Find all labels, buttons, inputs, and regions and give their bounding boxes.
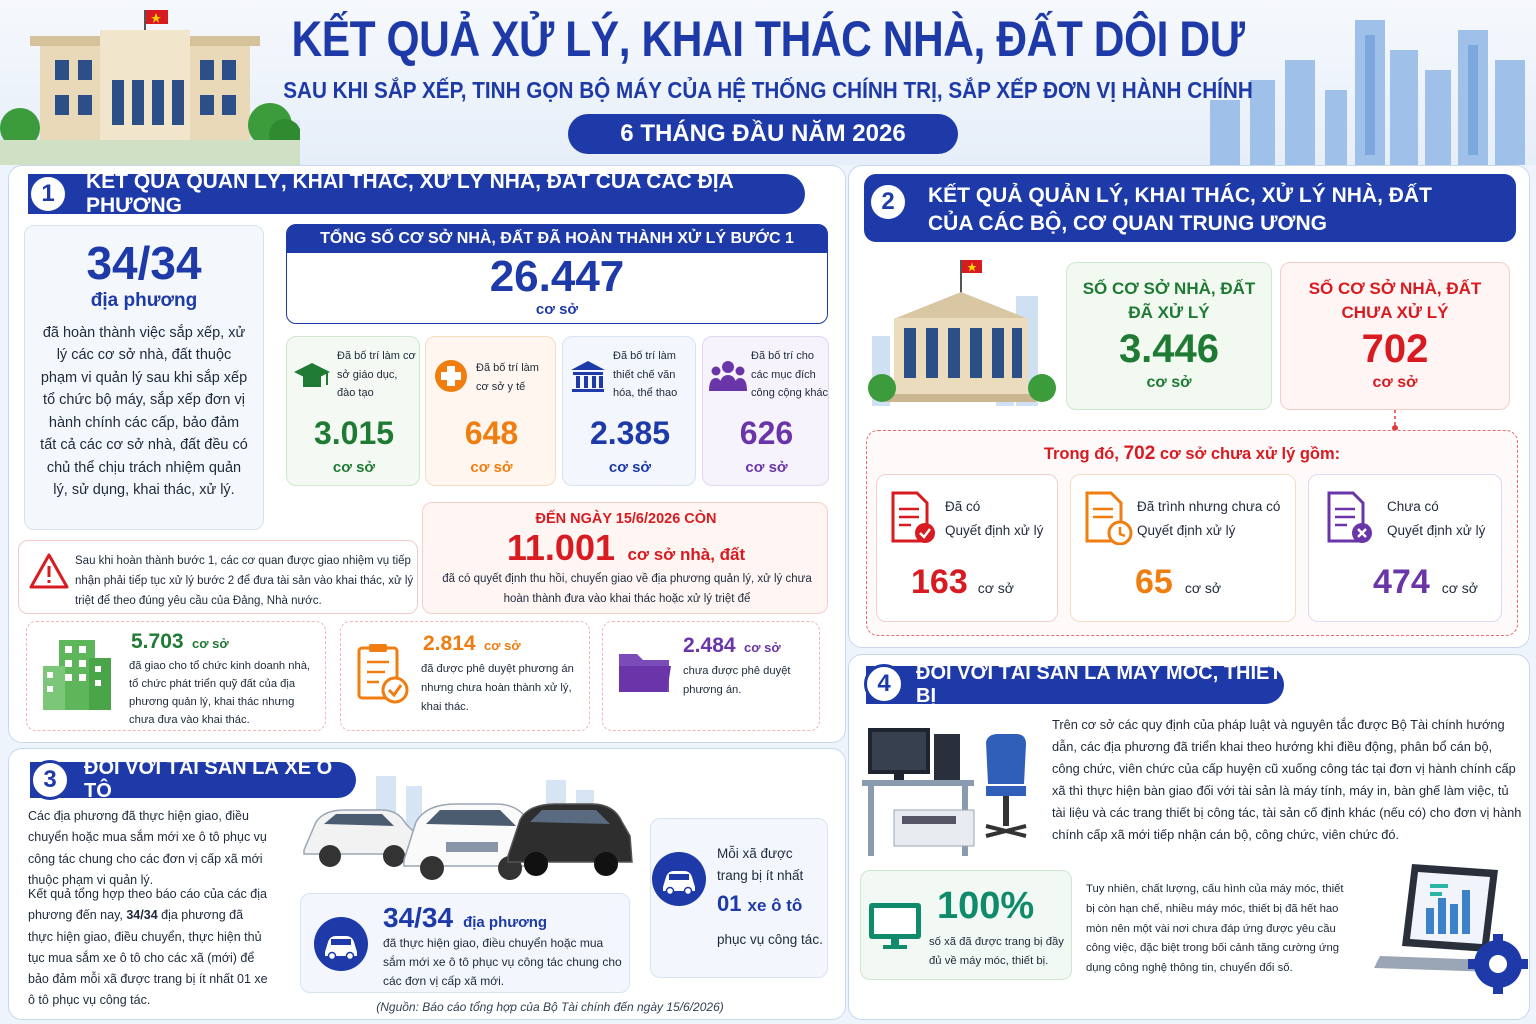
- cat-unit: cơ sở: [332, 459, 376, 476]
- per-commune-value: 01: [717, 891, 742, 916]
- breakdown-line1: Chưa có: [1387, 499, 1439, 514]
- breakdown-value: 163: [911, 563, 968, 601]
- cat-label: Đã bố trí làm cơ sở giáo dục, đào tạo: [337, 350, 416, 400]
- cat-card-public: [702, 336, 829, 486]
- cat-unit: cơ sở: [470, 459, 513, 476]
- breakdown-line1: Đã có: [945, 499, 981, 514]
- warning-icon: [29, 553, 69, 589]
- processed-unit: cơ sở: [1146, 374, 1192, 391]
- pending-label1: SỐ CƠ SỞ NHÀ, ĐẤT: [1308, 279, 1482, 298]
- cat-value: 3.015: [313, 415, 395, 451]
- breakdown-title-b: 702: [1123, 443, 1156, 464]
- car-count-description: đã thực hiện giao, điều chuyển hoặc mua sắm mới xe ô tô phục vụ công tác chung cho các đơn vị cấp xã mới.: [383, 936, 622, 989]
- museum-icon: [569, 359, 607, 393]
- cat-value: 626: [739, 415, 794, 451]
- folder-icon: [617, 648, 673, 696]
- car-paragraph-1: Các địa phương đã thực hiện giao, điều chuyển hoặc mua sắm mới xe ô tô phục vụ công tác chung cho các đơn vị cấp xã mới thuộc phạm vi quản lý.: [28, 809, 267, 887]
- document-x-icon: [1325, 491, 1375, 545]
- breakdown-item-1: [876, 474, 1058, 622]
- document-check-icon: [889, 491, 937, 545]
- car-count-unit: địa phương: [463, 914, 548, 931]
- remain-card: [422, 502, 828, 614]
- equipment-pct-description: số xã đã được trang bị đầy đủ về máy móc, thiết bị.: [929, 936, 1064, 968]
- ministry-building-illustration: [866, 256, 1056, 416]
- section-3-number: 3: [30, 760, 70, 800]
- office-equipment-illustration: [858, 720, 1038, 860]
- sub-card-1: [26, 621, 326, 731]
- connector-line: [1390, 410, 1400, 432]
- section-1-header: [28, 170, 805, 217]
- breakdown-item-3: [1308, 474, 1502, 622]
- sub-value: 2.484: [683, 634, 736, 657]
- breakdown-unit: cơ sở: [1441, 580, 1478, 596]
- breakdown-line2: Quyết định xử lý: [1387, 522, 1486, 538]
- document-clock-icon: [1083, 491, 1133, 545]
- pending-card: [1280, 262, 1510, 410]
- sub-description: đã được phê duyệt phương án nhưng chưa hoàn thành xử lý, khai thác.: [421, 663, 574, 714]
- equipment-paragraph-2: Tuy nhiên, chất lượng, cấu hình của máy móc, thiết bị còn hạn chế, nhiều máy móc, thiết bị đã hết hao mòn nên một vài nơi chưa đáp ứng được yêu cầu công việc, đặc biệt trong bối cảnh tăng cường ứng dụng công nghệ thông tin, chuyển đổi số.: [1086, 883, 1344, 975]
- breakdown-text: [1137, 495, 1280, 542]
- breakdown-text: [945, 495, 1043, 542]
- per-commune-text1: Mỗi xã được: [717, 846, 793, 861]
- per-commune-text3: phục vụ công tác.: [717, 932, 823, 947]
- sub-card-2: [340, 621, 590, 731]
- processed-card: [1066, 262, 1272, 410]
- warning-text: Sau khi hoàn thành bước 1, các cơ quan được giao nhiệm vụ tiếp nhận phải tiếp tục xử lý bước 2 để đưa tài sản vào khai thác, xử lý triệt để theo đúng yêu cầu của Đảng, Nhà nước.: [75, 555, 414, 608]
- sub-unit: cơ sở: [744, 640, 781, 655]
- local-description: đã hoàn thành việc sắp xếp, xử lý các cơ sở nhà, đất thuộc phạm vi quản lý sau khi sắp xếp tổ chức bộ máy, sắp xếp đơn vị hành chính các cấp, bảo đảm tất cả các cơ sở nhà, đất đều có chủ thể chịu trách nhiệm quản lý, sử dụng, khai thác, xử lý.: [40, 325, 248, 499]
- equipment-pct: 100%: [937, 885, 1035, 927]
- car-p2-b: 34/34: [126, 908, 158, 923]
- section-4-title: ĐỐI VỚI TÀI SẢN LÀ MÁY MÓC, THIẾT BỊ: [916, 662, 1282, 707]
- remain-unit: cơ sở nhà, đất: [627, 545, 746, 564]
- apartment-buildings-icon: [41, 636, 113, 712]
- equipment-pct-card: [860, 870, 1072, 980]
- total-value: 26.447: [489, 252, 625, 301]
- cat-label: Đã bố trí làm cơ sở y tế: [476, 362, 539, 393]
- section-4-number: 4: [864, 664, 904, 704]
- breakdown-value: 474: [1373, 563, 1430, 601]
- pending-unit: cơ sở: [1372, 374, 1418, 391]
- local-summary-card: [24, 225, 264, 530]
- remain-value: 11.001: [506, 527, 615, 568]
- cat-value: 648: [464, 415, 519, 451]
- sub-card-3: [602, 621, 820, 731]
- breakdown-line2: Quyết định xử lý: [1137, 522, 1236, 538]
- cat-label: Đã bố trí cho các mục đích công cộng khác: [751, 350, 829, 400]
- car-p2-c: địa phương đã thực hiện giao, điều chuyển, thực hiện thủ tục mua sắm xe ô tô cho các xã (mới) để bảo đảm mỗi xã được trang bị ít nhất 01 xe ô tô phục vụ công tác.: [28, 908, 268, 1008]
- breakdown-unit: cơ sở: [977, 580, 1014, 596]
- car-paragraph-2: [28, 884, 268, 1012]
- total-card: [286, 224, 828, 324]
- cat-value: 2.385: [589, 415, 671, 451]
- cars-illustration: [296, 770, 636, 880]
- pending-label2: CHƯA XỬ LÝ: [1341, 303, 1449, 322]
- breakdown-value: 65: [1135, 563, 1173, 601]
- remain-label: ĐẾN NGÀY 15/6/2026 CÒN: [535, 511, 717, 527]
- sub-description: chưa được phê duyệt phương án.: [683, 665, 791, 697]
- sub-unit: cơ sở: [484, 638, 521, 653]
- sub-value: 2.814: [423, 632, 476, 655]
- processed-label1: SỐ CƠ SỞ NHÀ, ĐẤT: [1082, 279, 1256, 298]
- section-1-title: KẾT QUẢ QUẢN LÝ, KHAI THÁC, XỬ LÝ NHÀ, ĐẤT CỦA CÁC ĐỊA PHƯƠNG: [86, 170, 734, 217]
- local-unit: địa phương: [90, 290, 198, 311]
- monitor-icon: [867, 901, 923, 951]
- cat-unit: cơ sở: [745, 459, 788, 476]
- graduation-cap-icon: [293, 359, 331, 393]
- section-2-title-line1: KẾT QUẢ QUẢN LÝ, KHAI THÁC, XỬ LÝ NHÀ, ĐẤT: [928, 184, 1432, 207]
- section-1-number: 1: [28, 174, 68, 214]
- page-title: KẾT QUẢ XỬ LÝ, KHAI THÁC NHÀ, ĐẤT DÔI DƯ: [291, 11, 1245, 67]
- car-icon: [313, 916, 369, 972]
- breakdown-title-a: Trong đó,: [1043, 445, 1124, 463]
- breakdown-item-2: [1070, 474, 1296, 622]
- section-3-title: ĐỐI VỚI TÀI SẢN LÀ XE Ô TÔ: [84, 757, 333, 802]
- per-commune-unit: xe ô tô: [747, 896, 803, 915]
- per-commune-text2: trang bị ít nhất: [717, 868, 804, 883]
- breakdown-line2: Quyết định xử lý: [945, 522, 1044, 538]
- local-count: 34/34: [86, 237, 202, 289]
- breakdown-title: [867, 443, 1517, 465]
- people-icon: [709, 359, 747, 393]
- source-note: (Nguồn: Báo cáo tổng hợp của Bộ Tài chính đến ngày 15/6/2026): [376, 1000, 724, 1014]
- cat-card-health: [425, 336, 556, 486]
- medical-cross-icon: [434, 359, 468, 393]
- car-icon: [651, 851, 707, 907]
- sub-value: 5.703: [131, 630, 184, 653]
- remain-description: đã có quyết định thu hồi, chuyển giao về địa phương quản lý, xử lý chưa hoàn thành đưa vào khai thác hoặc xử lý triệt để: [442, 573, 812, 606]
- clipboard-check-icon: [355, 642, 411, 706]
- laptop-chart-illustration: [1372, 860, 1528, 1000]
- cat-unit: cơ sở: [608, 459, 652, 476]
- page-subtitle: SAU KHI SẮP XẾP, TINH GỌN BỘ MÁY CỦA HỆ THỐNG CHÍNH TRỊ, SẮP XẾP ĐƠN VỊ HÀNH CHÍNH: [283, 77, 1253, 103]
- equipment-paragraph-1: Trên cơ sở các quy định của pháp luật và nguyên tắc được Bộ Tài chính hướng dẫn, các địa phương đã triển khai theo hướng khi điều động, phân bổ cán bộ, công chức, viên chức của cấp huyện cũ xuống công tác tại đơn vị hành chính cấp xã thì thực hiện bàn giao đối với tài sản là máy tính, máy in, bàn ghế làm việc, tủ tài liệu và các trang thiết bị công tác, tài sản cố định khác (nếu có) cho đơn vị hành chính cấp xã mới tiếp nhận cán bộ, công chức, viên chức đó.: [1052, 717, 1522, 842]
- car-count-card: [300, 893, 630, 993]
- cat-label: Đã bố trí làm thiết chế văn hóa, thể thao: [613, 350, 678, 400]
- section-4-header: [866, 662, 1284, 707]
- pending-value: 702: [1361, 327, 1429, 371]
- breakdown-unit: cơ sở: [1184, 580, 1222, 596]
- sub-description: đã giao cho tổ chức kinh doanh nhà, tổ chức phát triển quỹ đất của địa phương quản lý, khai thác nhưng chưa đưa vào khai thác.: [129, 660, 311, 726]
- section-2-header: [864, 174, 1516, 242]
- period-badge: 6 THÁNG ĐẦU NĂM 2026: [568, 114, 958, 154]
- breakdown-text: [1387, 495, 1485, 542]
- section-2-title-line2: CỦA CÁC BỘ, CƠ QUAN TRUNG ƯƠNG: [928, 212, 1327, 235]
- breakdown-title-c: cơ sở chưa xử lý gồm:: [1155, 445, 1341, 463]
- car-p2-a: Kết quả tổng hợp theo báo cáo của các địa phương đến nay,: [28, 887, 267, 923]
- section-2-number: 2: [868, 182, 908, 222]
- total-label: TỔNG SỐ CƠ SỞ NHÀ, ĐẤT ĐÃ HOÀN THÀNH XỬ LÝ BƯỚC 1: [287, 225, 827, 253]
- warning-card: [18, 540, 418, 614]
- car-count: 34/34: [383, 902, 454, 933]
- cat-card-culture: [562, 336, 696, 486]
- processed-label2: ĐÃ XỬ LÝ: [1128, 303, 1210, 322]
- per-commune-card: [650, 818, 828, 978]
- sub-unit: cơ sở: [192, 636, 229, 651]
- cat-card-education: [286, 336, 420, 486]
- breakdown-line1: Đã trình nhưng chưa có: [1137, 499, 1281, 514]
- processed-value: 3.446: [1118, 327, 1220, 371]
- total-unit: cơ sở: [535, 301, 579, 318]
